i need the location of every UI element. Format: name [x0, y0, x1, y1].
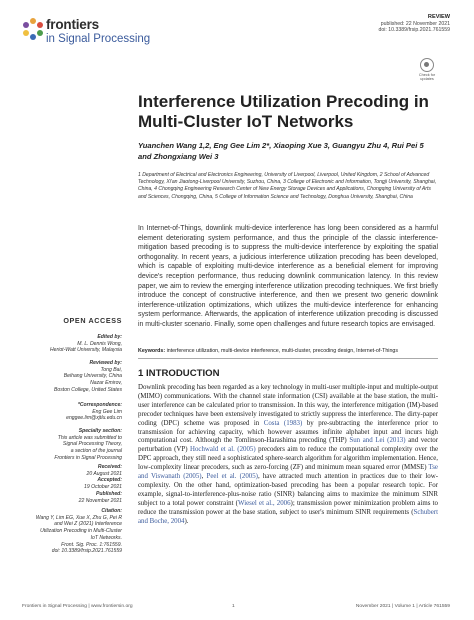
open-access-badge: OPEN ACCESS	[63, 316, 122, 325]
citation-link[interactable]: Tse and Viswanath (2005)	[138, 464, 438, 481]
citation-link[interactable]: Sun and Lei (2013)	[349, 437, 406, 445]
citation-doi[interactable]: doi: 10.3389/frsip.2021.761559	[51, 548, 122, 555]
check-for-updates-button[interactable]	[415, 58, 439, 80]
specialty-line: a section of the journal	[70, 448, 122, 455]
section-heading-introduction: 1 INTRODUCTION	[138, 368, 220, 379]
reviewed-by	[22, 360, 122, 394]
citation-link[interactable]: Wiesel et al., 2006	[237, 499, 291, 507]
received-date: 20 August 2021	[86, 470, 122, 477]
dates	[22, 464, 122, 504]
article-type: REVIEW	[427, 14, 450, 20]
intro-text: , have attracted much attention in practices due to their low-complexity. On the other hand, optimization-based precoding has been a popular research topic. For example, signal-to-interference-plus-noise ratio (SINR) balancing aims to maximize the minimum SINR subject to a total power constraint (	[138, 473, 438, 507]
article-doi[interactable]: doi: 10.3389/frsip.2021.761559	[378, 27, 450, 34]
logo-word: frontiers	[46, 17, 99, 32]
published-side-date: 22 November 2021	[78, 497, 122, 504]
citation-link[interactable]: Peel et al. (2005)	[206, 473, 258, 481]
specialty-section	[22, 428, 122, 462]
update-label: Check for updates	[418, 73, 436, 81]
article-meta	[378, 14, 450, 34]
section-divider	[138, 358, 438, 359]
published-label: Published:	[95, 490, 122, 497]
edited-by-label: Edited by:	[97, 334, 122, 340]
intro-text: ,	[201, 473, 204, 481]
reviewer-name: Nazar Emirov,	[90, 380, 122, 387]
article-title: Interference Utilization Precoding in Multi-Cluster IoT Networks	[138, 92, 429, 131]
intro-text: precoders aim to reduce the computational complexity over the DPC approach, they still need a sophisticated sphere-search algorithm for algorithm implementation. Hence, low-complexity linear precoders, such as zero-forcing (ZF) and minimum mean squared error (MMSE)	[138, 446, 439, 472]
specialty-line: Frontiers in Signal Processing	[54, 454, 122, 461]
citation-line: Utilization Precoding in Multi-Cluster	[40, 528, 122, 535]
correspondent-email[interactable]: enggee.lim@xjtlu.edu.cn	[66, 415, 122, 422]
page-number: 1	[232, 604, 235, 609]
specialty-line: This article was submitted to	[57, 434, 122, 441]
page-header	[0, 0, 474, 80]
frontiers-logo[interactable]	[22, 16, 151, 52]
intro-text: and vector perturbation (VP)	[138, 437, 438, 454]
published-date: published: 22 November 2021	[380, 20, 450, 27]
citation-line: Wang Y, Lim EG, Xue X, Zhu G, Pei R	[35, 514, 122, 521]
page-footer	[0, 600, 474, 620]
citation-label: Citation:	[101, 508, 122, 514]
introduction-paragraph	[138, 384, 438, 527]
journal-name: in Signal Processing	[46, 33, 151, 45]
correspondence	[22, 402, 122, 422]
keywords-label: Keywords:	[138, 348, 166, 354]
intro-text: ).	[184, 517, 189, 525]
correspondence-label: *Correspondence:	[77, 402, 122, 408]
citation-link[interactable]: Costa (1983)	[263, 419, 303, 427]
correspondent-name: Eng Gee Lim	[92, 408, 122, 415]
citation-link[interactable]: Schubert and Boche, 2004	[138, 508, 438, 525]
update-icon	[420, 58, 434, 72]
received-label: Received:	[97, 464, 122, 470]
reviewer-name: Tong Bai,	[100, 366, 122, 373]
citation-link[interactable]: Hochwald et al. (2005)	[189, 446, 256, 454]
specialty-line: Signal Processing Theory,	[62, 441, 122, 448]
citation-line: IoT Networks.	[90, 534, 122, 541]
editor-name: M. L. Dennis Wong,	[77, 340, 122, 347]
footer-journal[interactable]: Frontiers in Signal Processing | www.frontiersin.org	[22, 604, 133, 609]
edited-by	[22, 334, 122, 354]
reviewer-affiliation: Boston College, United States	[54, 386, 122, 393]
keywords	[138, 348, 438, 355]
citation-line: Front. Sig. Proc. 1:761559.	[61, 541, 122, 548]
logo-dots-icon	[22, 18, 44, 40]
keywords-text: interference utilization, multi-device interference, multi-cluster, precoding design, Internet-of-Things	[166, 348, 398, 354]
intro-text: Downlink precoding has been regarded as a key technology in multi-user multiple-input and multiple-output (MIMO) communications. With the channel state information (CSI) available at the base station, the multi-user interference can be calculated prior to transmission. In this way, the interference mitigation (IM)-based precoder techniques have been extensively investigated to strictly suppress the interference. The dirty-paper coding (DPC) scheme was proposed in	[138, 384, 438, 427]
citation	[22, 508, 122, 555]
intro-text: by pre-subtracting the interference prior to transmission for achieving capacity, which however assumes infinite alphabet input and incurs high computational cost. Although the Tomlinson-Harashima precoding (THP)	[138, 419, 438, 445]
reviewed-by-label: Reviewed by:	[89, 360, 122, 366]
accepted-label: Accepted:	[97, 477, 122, 484]
specialty-label: Specialty section:	[78, 428, 122, 434]
editor-affiliation: Heriot-Watt University, Malaysia	[50, 347, 122, 354]
reviewer-affiliation: Beihang University, China	[63, 373, 122, 380]
footer-volume: November 2021 | Volume 1 | Article 761559	[355, 604, 450, 609]
abstract: In Internet-of-Things, downlink multi-device interference has long been considered as a harmful element deteriorating system performance, and thus the principle of the classic interference-mitigation based precoding is to suppress the multi-device interference by exploiting the spatial orthogonality. In recent years, a judicious interference utilization precoding has been developed, which is capable of exploiting multi-device interference as a beneficial element for improving device's reception performance, thus reducing downlink communication latency. In this review paper, we aim to review the emerging interference utilization precoding techniques. We first briefly introduce the concept of constructive interference, and then we present two generic downlink interference-utilization optimizations, which utilizes the multi-device interference for enhancing system performance. Afterwards, the application of interference utilization precoding is discussed in multi-cluster scenario. Finally, some open challenges and future research topics are envisaged.	[138, 225, 438, 328]
accepted-date: 19 October 2021	[84, 484, 122, 491]
author-list[interactable]: Yuanchen Wang 1,2, Eng Gee Lim 2*, Xiaoping Xue 3, Guangyu Zhu 4, Rui Pei 5 and Zhongxiang Wei 3	[138, 141, 424, 161]
intro-text: ); transmission power minimization problem aims to reduce the transmission power at the base station, subject to user's minimum SINR requirements (	[138, 499, 438, 516]
citation-line: and Wei Z (2021) Interference	[54, 521, 122, 528]
affiliations: 1 Department of Electrical and Electronics Engineering, University of Liverpool, Liverpool, United Kingdom, 2 School of Advanced Technology, Xi'an Jiaotong-Liverpool University, Suzhou, China, 3 College of Electronic and Information, Tongji University, Shanghai, China, 4 Chongqing Engineering Research Center of New Energy Storage Devices and Applications, Chongqing University of Arts and Sciences, Chongqing, China, 5 College of Information Science and Technology, Donghua University, Shanghai, China	[138, 172, 437, 200]
